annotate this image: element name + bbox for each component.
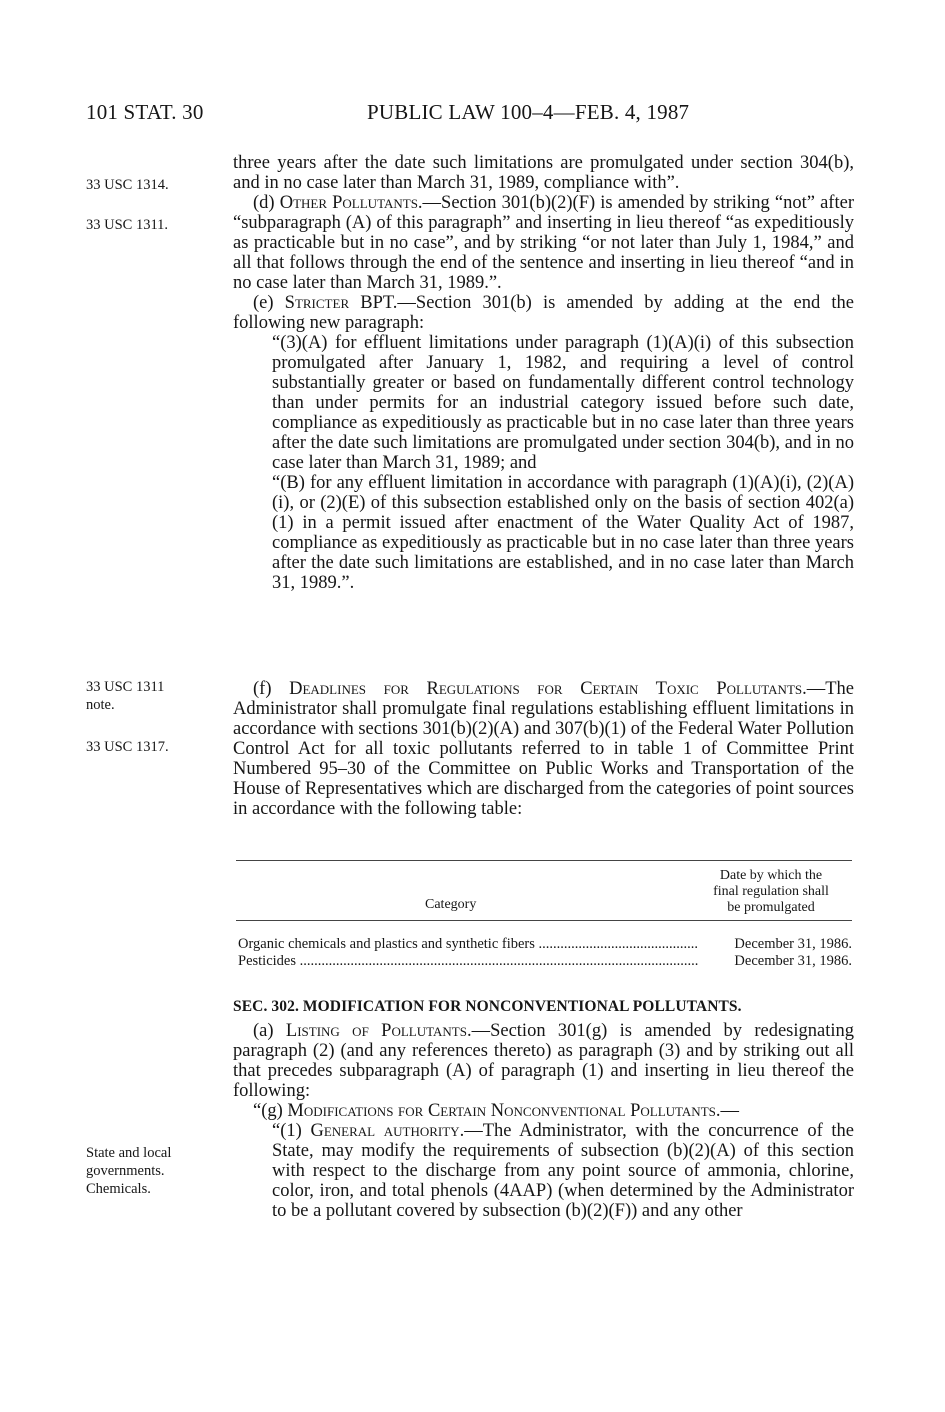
body-text-f	[233, 679, 854, 819]
margin-note-line: Chemicals.	[86, 1181, 151, 1197]
paragraph-label: (e)	[253, 293, 285, 313]
table-header-date	[692, 868, 850, 916]
section-302-heading: SEC. 302. MODIFICATION FOR NONCONVENTIONAL POLLUTANTS.	[233, 998, 742, 1015]
table-top-rule	[236, 860, 852, 861]
quoted-paragraph-3b: “(B) for any effluent limitation in accordance with paragraph (1)(A)(i), (2)(A)(i), or (2)(E) of this subsection established only on the basis of section 402(a)(1) in a permit issued after enactment of the Water Quality Act of 1987, compliance as expeditiously as practicable but in no case later than three years after the date such limitations are established, and in no case later than March 31, 1989.”.	[272, 473, 854, 593]
paragraph-d	[233, 193, 854, 293]
paragraph-label: (f)	[253, 679, 290, 699]
paragraph-text: .—The Administrator shall promulgate final regulations establishing effluent limitations in accordance with sections 301(b)(2)(A) and 307(b)(1) of the Federal Water Pollution Control Act for all toxic pollutants referred to in table 1 of Committee Print Numbered 95–30 of the Committee on Public Works and Transportation of the House of Representatives which are discharged from the categories of point sources in accordance with the following table:	[233, 679, 855, 819]
paragraph-e	[233, 293, 854, 333]
table-header-category: Category	[425, 897, 477, 912]
table-header-date-line: Date by which the	[719, 868, 823, 883]
paragraph-f	[233, 679, 854, 819]
paragraph-label: (a)	[253, 1021, 286, 1041]
margin-note-line: State and local	[86, 1145, 172, 1161]
paragraph-continuation: three years after the date such limitations are promulgated under section 304(b), and in no case later than March 31, 1989, compliance with”.	[233, 153, 854, 193]
paragraph-heading: General authority	[310, 1121, 460, 1141]
margin-note-usc-1317: 33 USC 1317.	[86, 739, 169, 755]
paragraph-text: .—Section 301(b)(2)(F) is amended by striking “not” after “subparagraph (A) of this paragraph” and inserting in lieu thereof “as expeditiously as practicable but in no case”, and by striking “or not later than July 1, 1984,” and all that follows through the end of the sentence and inserting in lieu thereof “and in no case later than March 31, 1989.”.	[233, 193, 854, 293]
table-cell-category: Organic chemicals and plastics and synthetic fibers .....	[238, 936, 698, 953]
paragraph-302-g1	[233, 1121, 854, 1221]
body-text-upper	[233, 153, 854, 593]
table-header-date-line: final regulation shall	[713, 884, 829, 899]
paragraph-label: “(1)	[272, 1121, 311, 1141]
paragraph-heading: Stricter	[284, 293, 350, 313]
paragraph-text: BPT.—Section 301(b) is amended by adding at the end the following new paragraph:	[233, 293, 854, 333]
margin-note-usc-1311-note	[86, 678, 164, 714]
table-cell-date: December 31, 1986.	[734, 936, 852, 952]
margin-note-usc-1311: 33 USC 1311.	[86, 217, 169, 233]
margin-note-usc-1314: 33 USC 1314.	[86, 177, 169, 193]
page-number: 101 STAT. 30	[86, 100, 204, 124]
table-row	[238, 936, 852, 953]
paragraph-label: “(g)	[253, 1101, 288, 1121]
paragraph-heading: Listing of Pollutants	[285, 1021, 467, 1041]
paragraph-heading: Other Pollutants	[279, 193, 418, 213]
paragraph-text: .—The Administrator, with the concurrence of the State, may modify the requirements of subsection (b)(2)(A) of this section with respect to the discharge from any point source of ammonia, chlorine, color, iron, and total phenols (4AAP) (when determined by the Administrator to be a pollutant covered by subsection (b)(2)(F)) and any other	[272, 1121, 854, 1221]
table-header-rule	[236, 920, 852, 921]
body-text-sec302	[233, 1021, 854, 1221]
margin-note-state-local	[86, 1144, 171, 1198]
paragraph-302-a	[233, 1021, 854, 1101]
quoted-paragraph-3a: “(3)(A) for effluent limitations under paragraph (1)(A)(i) of this subsection promulgated after January 1, 1982, and requiring a level of control substantially greater or based on fundamentally different control technology than under permits for an industrial category issued before such date, compliance as expeditiously as practicable but in no case later than three years after the date such limitations are promulgated under section 304(b), and in no case later than March 31, 1989; and	[272, 333, 854, 473]
paragraph-heading: Modifications for Certain Nonconventional Pollutants	[287, 1101, 716, 1121]
table-row	[238, 953, 852, 970]
paragraph-text: .—	[715, 1101, 739, 1121]
paragraph-302-g	[233, 1101, 854, 1121]
table-cell-category: Pesticides .....	[238, 953, 698, 970]
paragraph-label: (d)	[253, 193, 280, 213]
table-header-date-line: be promulgated	[727, 900, 815, 915]
paragraph-heading: Deadlines for Regulations for Certain Toxic Pollutants	[289, 679, 803, 699]
paragraph-text: .—Section 301(g) is amended by redesignating paragraph (2) (and any references thereto) as paragraph (3) and by striking out all that precedes subparagraph (A) of paragraph (1) and inserting in lieu thereof the following:	[233, 1021, 854, 1101]
table-header	[233, 868, 854, 916]
margin-note-line: note.	[86, 697, 115, 713]
margin-note-line: 33 USC 1311	[86, 679, 165, 695]
margin-note-line: governments.	[86, 1163, 165, 1179]
running-header: PUBLIC LAW 100–4—FEB. 4, 1987	[367, 100, 690, 124]
table-cell-date: December 31, 1986.	[734, 953, 852, 969]
